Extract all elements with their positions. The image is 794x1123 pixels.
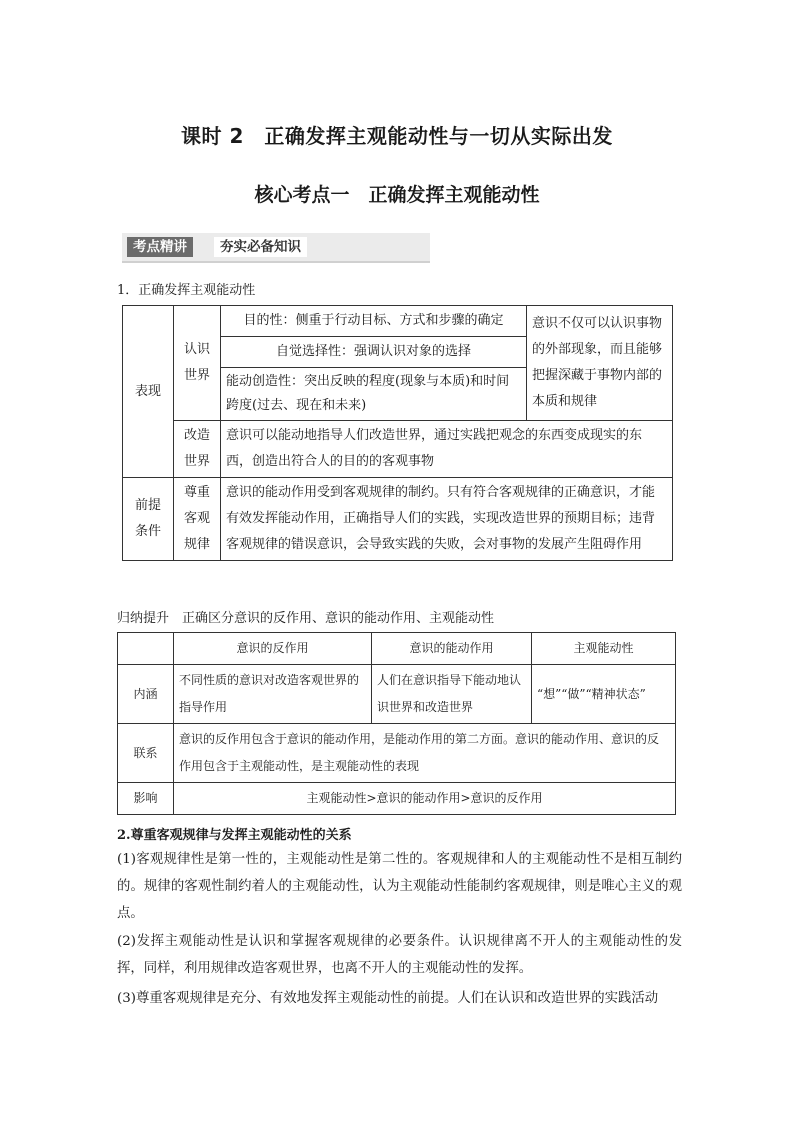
banner-label: 夯实必备知识 — [214, 237, 307, 257]
cell-renshi-note: 意识不仅可以认识事物的外部现象，而且能够把握深藏于事物内部的本质和规律 — [527, 306, 673, 421]
header-nengdong: 意识的能动作用 — [372, 633, 532, 665]
section-title: 核心考点一 正确发挥主观能动性 — [254, 184, 540, 206]
cell-qianti-text: 意识的能动作用受到客观规律的制约。只有符合客观规律的正确意识，才能有效发挥能动作用，正确指导人们的实践，实现改造世界的预期目标；违背客观规律的错误意识，会导致实践的失败，会对事物的发展产生阻碍作用 — [221, 478, 673, 561]
cell-biaoxian: 表现 — [123, 306, 174, 478]
banner-tag: 考点精讲 — [127, 237, 193, 257]
paragraph-1: (1)客观规律性是第一性的，主观能动性是第二性的。客观规律和人的主观能动性不是相互制约的。规律的客观性制约着人的主观能动性，认为主观能动性能制约客观规律，则是唯心主义的观点。 — [117, 852, 682, 921]
cell-lianxi: 意识的反作用包含于意识的能动作用，是能动作用的第二方面。意识的能动作用、意识的反作用包含于主观能动性，是主观能动性的表现 — [174, 724, 676, 783]
paragraph-3: (3)尊重客观规律是充分、有效地发挥主观能动性的前提。人们在认识和改造世界的实践活动 — [117, 991, 659, 1006]
induction-heading: 归纳提升 正确区分意识的反作用、意识的能动作用、主观能动性 — [117, 611, 495, 626]
comparison-table — [117, 632, 676, 815]
cell-mudi: 目的性：侧重于行动目标、方式和步骤的确定 — [221, 306, 527, 337]
initiative-table — [122, 305, 673, 561]
cell-neihan-1: 不同性质的意识对改造客观世界的指导作用 — [174, 665, 372, 724]
cell-zunzhong-label: 尊重 客观 规律 — [174, 478, 221, 561]
section1-heading: 1．正确发挥主观能动性 — [117, 283, 256, 298]
cell-gaizao-text: 意识可以能动地指导人们改造世界，通过实践把观念的东西变成现实的东西，创造出符合人的目的的客观事物 — [221, 421, 673, 478]
header-zhuguan: 主观能动性 — [532, 633, 676, 665]
cell-neihan-3: “想”“做”“精神状态” — [532, 665, 676, 724]
row-yingxiang-label: 影响 — [118, 783, 174, 815]
section2-heading: 2.尊重客观规律与发挥主观能动性的关系 — [117, 828, 352, 843]
cell-zijue: 自觉选择性：强调认识对象的选择 — [221, 337, 527, 368]
cell-chuangzao: 能动创造性：突出反映的程度(现象与本质)和时间跨度(过去、现在和未来) — [221, 368, 527, 421]
cell-qianti-label: 前提 条件 — [123, 478, 174, 561]
row-lianxi-label: 联系 — [118, 724, 174, 783]
cell-gaizao-label: 改造 世界 — [174, 421, 221, 478]
paragraph-2: (2)发挥主观能动性是认识和掌握客观规律的必要条件。认识规律离不开人的主观能动性的发挥，同样，利用规律改造客观世界，也离不开人的主观能动性的发挥。 — [117, 934, 682, 976]
cell-yingxiang: 主观能动性>意识的能动作用>意识的反作用 — [174, 783, 676, 815]
cell-neihan-2: 人们在意识指导下能动地认识世界和改造世界 — [372, 665, 532, 724]
lesson-title: 课时 2 正确发挥主观能动性与一切从实际出发 — [181, 124, 613, 148]
header-fanzuoyong: 意识的反作用 — [174, 633, 372, 665]
knowledge-banner — [122, 233, 430, 263]
row-neihan-label: 内涵 — [118, 665, 174, 724]
cell-renshi-label: 认识 世界 — [174, 306, 221, 421]
